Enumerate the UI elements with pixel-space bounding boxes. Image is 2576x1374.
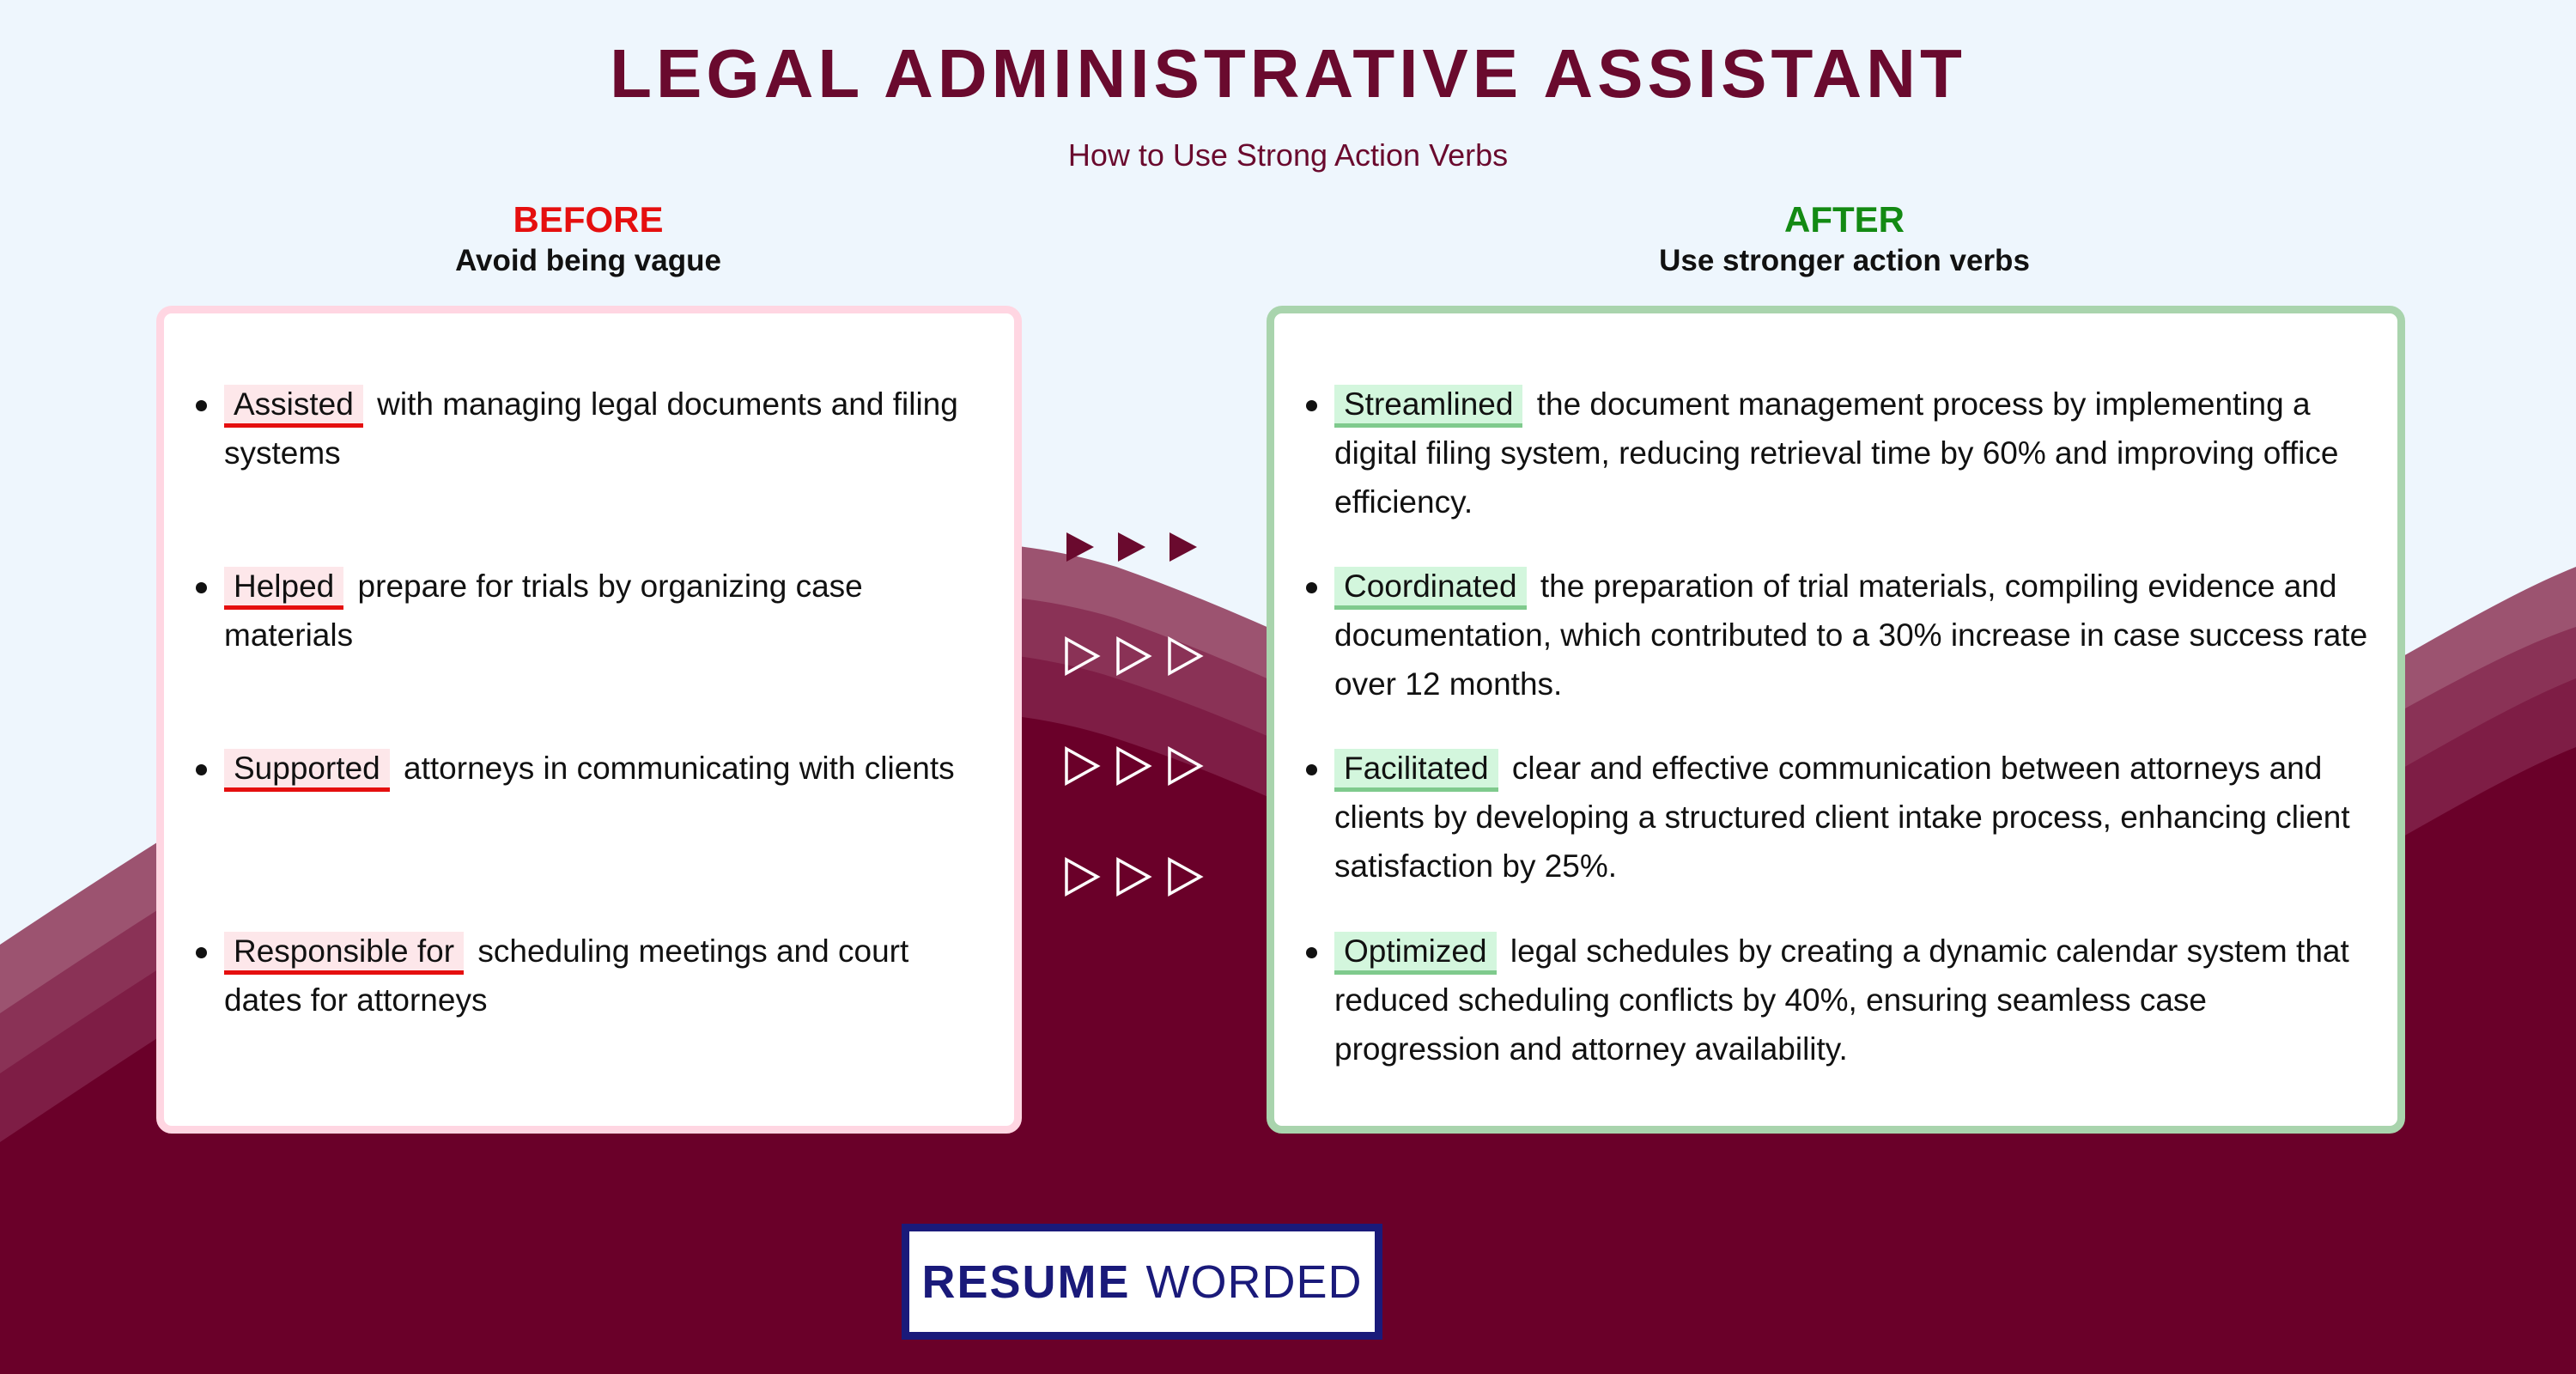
bullet-dot-icon	[196, 400, 207, 411]
arrow-row-outline	[1063, 630, 1218, 682]
strong-verb: Optimized	[1334, 932, 1497, 975]
before-bullet	[224, 380, 995, 477]
play-triangle-icon	[1063, 521, 1218, 573]
bullet-text: scheduling meetings and court dates for attorneys	[224, 933, 909, 1018]
play-triangle-outline-icon	[1063, 740, 1218, 792]
after-label: AFTER	[1784, 199, 1905, 240]
before-bullet	[224, 927, 995, 1024]
strong-verb: Streamlined	[1334, 385, 1522, 428]
bullet-text: prepare for trials by organizing case materials	[224, 568, 863, 653]
weak-verb: Assisted	[224, 385, 363, 428]
after-card	[1267, 306, 2405, 1134]
arrow-row-filled	[1063, 521, 1218, 573]
arrow-row-outline	[1063, 851, 1218, 903]
after-bullet	[1334, 380, 2372, 526]
strong-verb: Coordinated	[1334, 567, 1527, 610]
play-triangle-outline-icon	[1063, 630, 1218, 682]
weak-verb: Helped	[224, 567, 343, 610]
weak-verb: Responsible for	[224, 932, 464, 975]
bullet-text: with managing legal documents and filing systems	[224, 386, 958, 471]
before-bullet	[224, 744, 995, 793]
before-header	[159, 198, 1018, 280]
after-bullet	[1334, 562, 2372, 708]
after-bullet	[1334, 927, 2372, 1073]
before-bullet	[224, 562, 995, 660]
resume-worded-logo	[902, 1224, 1382, 1340]
after-bullet	[1334, 744, 2372, 891]
before-card	[156, 306, 1022, 1134]
logo-word-worded: WORDED	[1145, 1255, 1363, 1308]
bullet-text: the document management process by implementing a digital filing system, reducing retrieval time by 60% and improving office efficiency.	[1334, 386, 2339, 520]
page-title: LEGAL ADMINISTRATIVE ASSISTANT	[610, 35, 1966, 112]
bullet-dot-icon	[1306, 400, 1317, 411]
arrow-row-outline	[1063, 740, 1218, 792]
bullet-text: clear and effective communication between attorneys and clients by developing a structured client intake process, enhancing client satisfaction by 25%.	[1334, 751, 2350, 884]
weak-verb: Supported	[224, 749, 390, 792]
bullet-dot-icon	[196, 582, 207, 593]
after-description: Use stronger action verbs	[1659, 244, 2030, 277]
strong-verb: Facilitated	[1334, 749, 1498, 792]
page-subtitle: How to Use Strong Action Verbs	[1067, 137, 1509, 173]
bullet-dot-icon	[196, 764, 207, 775]
bullet-text: attorneys in communicating with clients	[404, 751, 955, 786]
before-description: Avoid being vague	[455, 244, 721, 277]
after-header	[1269, 198, 2420, 280]
play-triangle-outline-icon	[1063, 851, 1218, 903]
bullet-text: legal schedules by creating a dynamic calendar system that reduced scheduling conflicts by 40%, ensuring seamless case progression and attorney availability.	[1334, 933, 2349, 1067]
logo-word-resume: RESUME	[921, 1255, 1131, 1308]
bullet-dot-icon	[196, 947, 207, 958]
bullet-dot-icon	[1306, 764, 1317, 775]
before-label: BEFORE	[513, 199, 664, 240]
bullet-dot-icon	[1306, 582, 1317, 593]
bullet-text: the preparation of trial materials, compiling evidence and documentation, which contributed to a 30% increase in case success rate over 12 months.	[1334, 568, 2368, 702]
bullet-dot-icon	[1306, 947, 1317, 958]
